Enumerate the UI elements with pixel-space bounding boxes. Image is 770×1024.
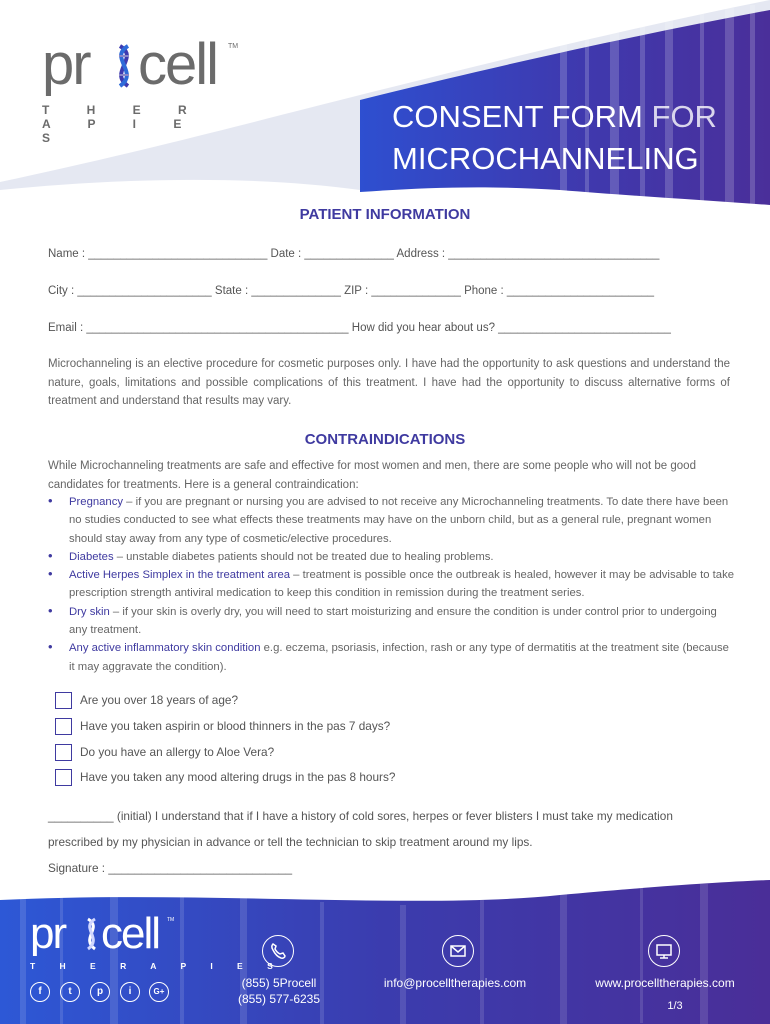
list-item <box>48 566 734 603</box>
social-icons <box>30 982 180 1002</box>
patient-fields-row-1[interactable]: Name : ____________________________ Date : ______________ Address : _________________________________ <box>48 248 660 260</box>
question-checkbox[interactable] <box>55 718 72 735</box>
patient-fields-row-3[interactable]: Email : _________________________________________ How did you hear about us? ___________________________ <box>48 322 671 334</box>
procell-logo-mark <box>42 36 242 96</box>
initial-statement-cont: prescribed by my physician in advance or tell the technician to skip treatment around my lips. <box>48 835 533 849</box>
patient-fields-row-2[interactable]: City : _____________________ State : ______________ ZIP : ______________ Phone : _______________________ <box>48 285 655 297</box>
phone-line-1: (855) 5Procell <box>241 976 317 990</box>
item-term: Any active inflammatory skin condition <box>69 642 261 655</box>
item-text: e.g. eczema, psoriasis, infection, rash or any type of dermatitis at the treatment site (because it may aggravate the condition). <box>69 642 729 673</box>
bullet-dot: • <box>48 493 53 508</box>
question-text: Are you over 18 years of age? <box>80 693 239 707</box>
question-text: Have you taken any mood altering drugs in the pas 8 hours? <box>80 770 396 784</box>
item-term: Dry skin <box>69 605 110 618</box>
list-item <box>48 603 734 640</box>
svg-text:cell: cell <box>138 36 218 96</box>
list-item <box>48 493 734 548</box>
bullet-dot: • <box>48 547 53 563</box>
contraindications-heading: CONTRAINDICATIONS <box>304 431 466 448</box>
email-link[interactable]: info@procelltherapies.com <box>383 976 527 990</box>
logo-subtitle: T H E R A P I E S <box>42 103 204 145</box>
initial-statement[interactable]: __________ (initial) I understand that if I have a history of cold sores, herpes or fever blisters I must take my medication <box>48 809 673 823</box>
twitter-icon[interactable]: t <box>60 982 80 1002</box>
svg-text:TM: TM <box>228 43 239 50</box>
title-bold: CONSENT FORM <box>392 99 643 134</box>
website-link[interactable]: www.procelltherapies.com <box>595 976 735 990</box>
question-checkbox[interactable] <box>55 692 72 709</box>
title-line2: MICROCHANNELING <box>392 141 699 176</box>
question-text: Do you have an allergy to Aloe Vera? <box>80 745 275 759</box>
phone-line-2: (855) 577-6235 <box>237 992 321 1006</box>
item-term: Pregnancy <box>69 496 124 508</box>
svg-text:cell: cell <box>101 912 160 956</box>
list-item <box>48 639 734 676</box>
signature-field[interactable]: Signature : ____________________________ <box>48 861 293 875</box>
svg-text:TM: TM <box>167 917 175 923</box>
item-text: – unstable diabetes patients should not be treated due to healing problems. <box>113 550 494 563</box>
footer-logo-mark <box>30 912 175 956</box>
question-text: Have you taken aspirin or blood thinners in the pas 7 days? <box>80 719 391 733</box>
phone-icon <box>262 935 294 967</box>
svg-text:pr: pr <box>42 36 90 96</box>
question-checkbox[interactable] <box>55 744 72 761</box>
bullet-dot: • <box>48 566 53 582</box>
footer-logo-subtitle: T H E R A P I E S <box>30 961 284 971</box>
google-plus-icon[interactable]: G+ <box>149 982 169 1002</box>
email-icon <box>442 935 474 967</box>
question-checkbox[interactable] <box>55 769 72 786</box>
bullet-dot: • <box>48 602 53 618</box>
item-term: Diabetes <box>69 550 114 563</box>
list-item <box>48 548 734 566</box>
footer-logo <box>30 912 284 971</box>
item-text: – if your skin is overly dry, you will need to start moisturizing and ensure the condition is under control prior to undergoing any treatment. <box>69 605 717 637</box>
website-icon <box>648 935 680 967</box>
svg-text:pr: pr <box>30 912 66 956</box>
contraindications-list <box>48 493 734 676</box>
facebook-icon[interactable]: f <box>30 982 50 1002</box>
consent-paragraph: Microchanneling is an elective procedure for cosmetic purposes only. I have had the opportunity to ask questions and understand the nature, goals, limitations and possible complications of this treatment. I have had the opportunity to discuss alternative forms of treatment and understand that results may vary. <box>48 358 730 407</box>
patient-info-heading: PATIENT INFORMATION <box>299 206 471 223</box>
bullet-dot: • <box>48 639 53 655</box>
contraindications-intro: While Microchanneling treatments are safe and effective for most women and men, there are some people who will not be good candidates for treatments. Here is a general contraindication: <box>48 460 696 491</box>
pinterest-icon[interactable]: p <box>90 982 110 1002</box>
form-title <box>392 96 717 180</box>
item-text: – if you are pregnant or nursing you are advised to not receive any Microchanneling treatments. To date there have been no studies conducted to see what effects these treatments may have on the unborn child, but as a general rule, pregnant women should stay away from any type of cosmetic/elective procedures. <box>69 496 729 545</box>
item-text: – treatment is possible once the outbreak is healed, however it may be advisable to take prescription strength antiviral medication to keep this condition in remission during the treatment series. <box>69 569 735 600</box>
procell-logo <box>42 36 242 145</box>
title-light: FOR <box>642 99 717 134</box>
phone-contact[interactable] <box>220 976 338 1006</box>
item-term: Active Herpes Simplex in the treatment area <box>69 569 291 582</box>
page-number: 1/3 <box>667 1000 683 1012</box>
instagram-icon[interactable]: i <box>120 982 140 1002</box>
